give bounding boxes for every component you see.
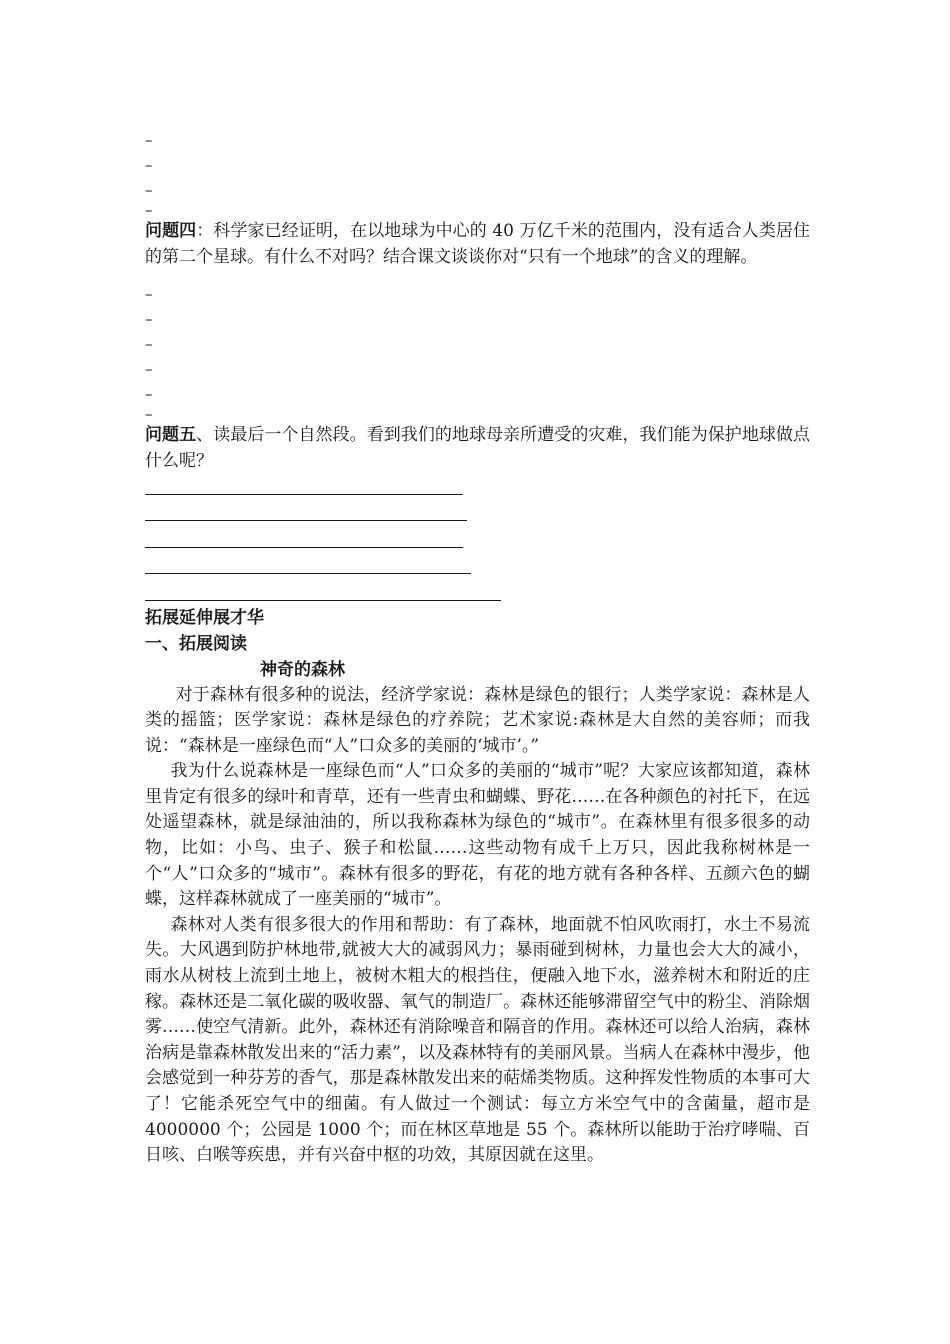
question-four-label: 问题四 — [145, 221, 197, 241]
blank-dash: – — [145, 201, 153, 219]
blank-dash: – — [145, 335, 153, 353]
section-title: 拓展延伸展才华 — [145, 607, 264, 628]
blank-dash: – — [145, 360, 153, 378]
answer-line[interactable] — [145, 548, 471, 575]
blank-dash: – — [145, 131, 153, 149]
answer-line[interactable] — [145, 495, 467, 522]
blank-dash: – — [145, 285, 153, 303]
blank-dash: – — [145, 385, 153, 403]
article-title: 神奇的森林 — [260, 659, 345, 680]
blank-dash: – — [145, 405, 153, 423]
question-five-text: 、读最后一个自然段。看到我们的地球母亲所遭受的灾难，我们能为保护地球做点什么呢？ — [145, 425, 811, 471]
article-paragraph: 对于森林有很多种的说法，经济学家说：森林是绿色的银行；人类学家说：森林是人类的摇篮；医学家说：森林是绿色的疗养院；艺术家说:森林是大自然的美容师；而我说：“森林是一座绿色而“人”口众多的美丽的‘城市’。” — [145, 684, 810, 756]
answer-lines — [145, 468, 810, 601]
question-five-label: 问题五 — [145, 425, 197, 445]
document-page — [145, 128, 810, 1169]
question-four — [145, 218, 810, 270]
answer-line[interactable] — [145, 521, 463, 548]
question-four-text: ：科学家已经证明，在以地球为中心的 40 万亿千米的范围内，没有适合人类居住的第二个星球。有什么不对吗？结合课文谈谈你对“只有一个地球”的含义的理解。 — [145, 221, 810, 267]
article-paragraph: 我为什么说森林是一座绿色而“人”口众多的美丽的“城市”呢？大家应该都知道，森林里肯定有很多的绿叶和青草，还有一些青虫和蝴蝶、野花……在各种颜色的衬托下，在远处遥望森林，就是绿油油的，所以我称森林为绿色的“城市”。在森林里有很多很多的动物，比如：小鸟、虫子、猴子和松鼠……这些动物有成千上万只，因此我称树林是一个“人”口众多的“城市”。森林有很多的野花，有花的地方就有各种各样、五颜六色的蝴蝶，这样森林就成了一座美丽的“城市”。 — [145, 761, 810, 910]
blank-dash: – — [145, 310, 153, 328]
article-paragraph: 森林对人类有很多很大的作用和帮助：有了森林，地面就不怕风吹雨打，水土不易流失。大风遇到防护林地带,就被大大的减弱风力；暴雨碰到树林，力量也会大大的减小，雨水从树枝上流到土地上，被树木粗大的根挡住，便融入地下水，滋养树木和附近的庄稼。森林还是二氧化碳的吸收器、氧气的制造厂。森林还能够滞留空气中的粉尘、消除烟雾……使空气清新。此外，森林还有消除噪音和隔音的作用。森林还可以给人治病，森林治病是靠森林散发出来的“活力素”，以及森林特有的美丽风景。当病人在森林中漫步，他会感觉到一种芬芳的香气，那是森林散发出来的萜烯类物质。这种挥发性物质的本事可大了！它能杀死空气中的细菌。有人做过一个测试：每立方米空气中的含菌量，超市是 4000000 个；公园是 1000 个；而在林区草地是 55 个。森林所以能助于治疗哮喘、百日咳、白喉等疾患，并有兴奋中枢的功效，其原因就在这里。 — [145, 914, 810, 1166]
answer-line[interactable] — [145, 574, 501, 601]
question-five — [145, 422, 810, 474]
blank-dash: – — [145, 156, 153, 174]
subsection-title: 一、拓展阅读 — [145, 633, 247, 654]
blank-dash: – — [145, 181, 153, 199]
